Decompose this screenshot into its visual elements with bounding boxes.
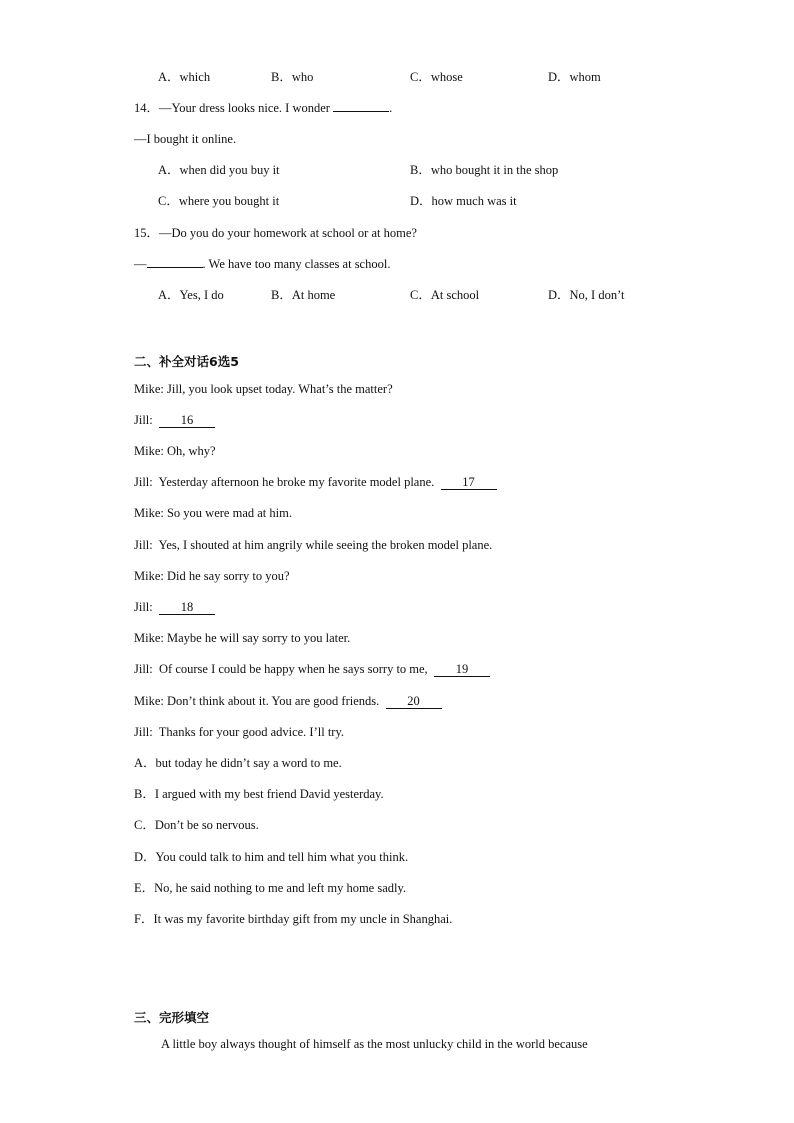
dialogue-line: Jill: Yes, I shouted at him angrily while seeing the broken model plane. bbox=[134, 538, 493, 552]
dialogue-blank-20[interactable]: 20 bbox=[386, 694, 442, 709]
dialogue-line: Jill: Yesterday afternoon he broke my favorite model plane. 17 bbox=[134, 474, 497, 490]
q14-option-a: A．when did you buy it bbox=[158, 163, 280, 177]
section-2-heading: 二、补全对话6选5 bbox=[134, 354, 239, 369]
dialogue-line: Mike: Did he say sorry to you? bbox=[134, 569, 290, 583]
choice-c: C．Don’t be so nervous. bbox=[134, 818, 259, 832]
section-3-paragraph: A little boy always thought of himself as the most unlucky child in the world because bbox=[161, 1037, 588, 1051]
q15-answer-blank[interactable] bbox=[147, 267, 203, 268]
q15-question: 15．—Do you do your homework at school or at home? bbox=[134, 226, 417, 240]
q14-reply: —I bought it online. bbox=[134, 132, 237, 146]
q14-answer-blank[interactable] bbox=[333, 111, 389, 112]
q13-option-b: B．who bbox=[271, 70, 314, 84]
dialogue-line: Jill: Of course I could be happy when he says sorry to me, 19 bbox=[134, 661, 490, 677]
q13-option-d: D．whom bbox=[548, 70, 601, 84]
dialogue-line: Jill: 18 bbox=[134, 599, 215, 615]
dialogue-blank-19[interactable]: 19 bbox=[434, 662, 490, 677]
q15-option-a: A．Yes, I do bbox=[158, 288, 224, 302]
dialogue-line: Mike: Oh, why? bbox=[134, 444, 216, 458]
choice-b: B．I argued with my best friend David yesterday. bbox=[134, 787, 384, 801]
q13-option-c: C．whose bbox=[410, 70, 463, 84]
dialogue-blank-18[interactable]: 18 bbox=[159, 600, 215, 615]
dialogue-line: Jill: Thanks for your good advice. I’ll try. bbox=[134, 725, 345, 739]
q15-reply: — . We have too many classes at school. bbox=[134, 257, 391, 271]
dialogue-line: Mike: Maybe he will say sorry to you later. bbox=[134, 631, 351, 645]
q14-option-c: C．where you bought it bbox=[158, 194, 280, 208]
choice-a: A．but today he didn’t say a word to me. bbox=[134, 756, 342, 770]
q15-option-d: D．No, I don’t bbox=[548, 288, 625, 302]
dialogue-line: Mike: Jill, you look upset today. What’s the matter? bbox=[134, 382, 393, 396]
dialogue-line: Mike: Don’t think about it. You are good friends. 20 bbox=[134, 693, 442, 709]
q14-option-d: D．how much was it bbox=[410, 194, 517, 208]
q13-option-a: A．which bbox=[158, 70, 211, 84]
dialogue-blank-16[interactable]: 16 bbox=[159, 413, 215, 428]
section-3-heading: 三、完形填空 bbox=[134, 1010, 210, 1025]
choice-e: E．No, he said nothing to me and left my home sadly. bbox=[134, 881, 407, 895]
q14-option-b: B．who bought it in the shop bbox=[410, 163, 559, 177]
dialogue-blank-17[interactable]: 17 bbox=[441, 475, 497, 490]
q15-option-c: C．At school bbox=[410, 288, 480, 302]
choice-f: F．It was my favorite birthday gift from my uncle in Shanghai. bbox=[134, 912, 453, 926]
dialogue-line: Mike: So you were mad at him. bbox=[134, 506, 292, 520]
choice-d: D．You could talk to him and tell him what you think. bbox=[134, 850, 409, 864]
q14-question: 14．—Your dress looks nice. I wonder . bbox=[134, 101, 393, 115]
q15-option-b: B．At home bbox=[271, 288, 336, 302]
dialogue-line: Jill: 16 bbox=[134, 412, 215, 428]
